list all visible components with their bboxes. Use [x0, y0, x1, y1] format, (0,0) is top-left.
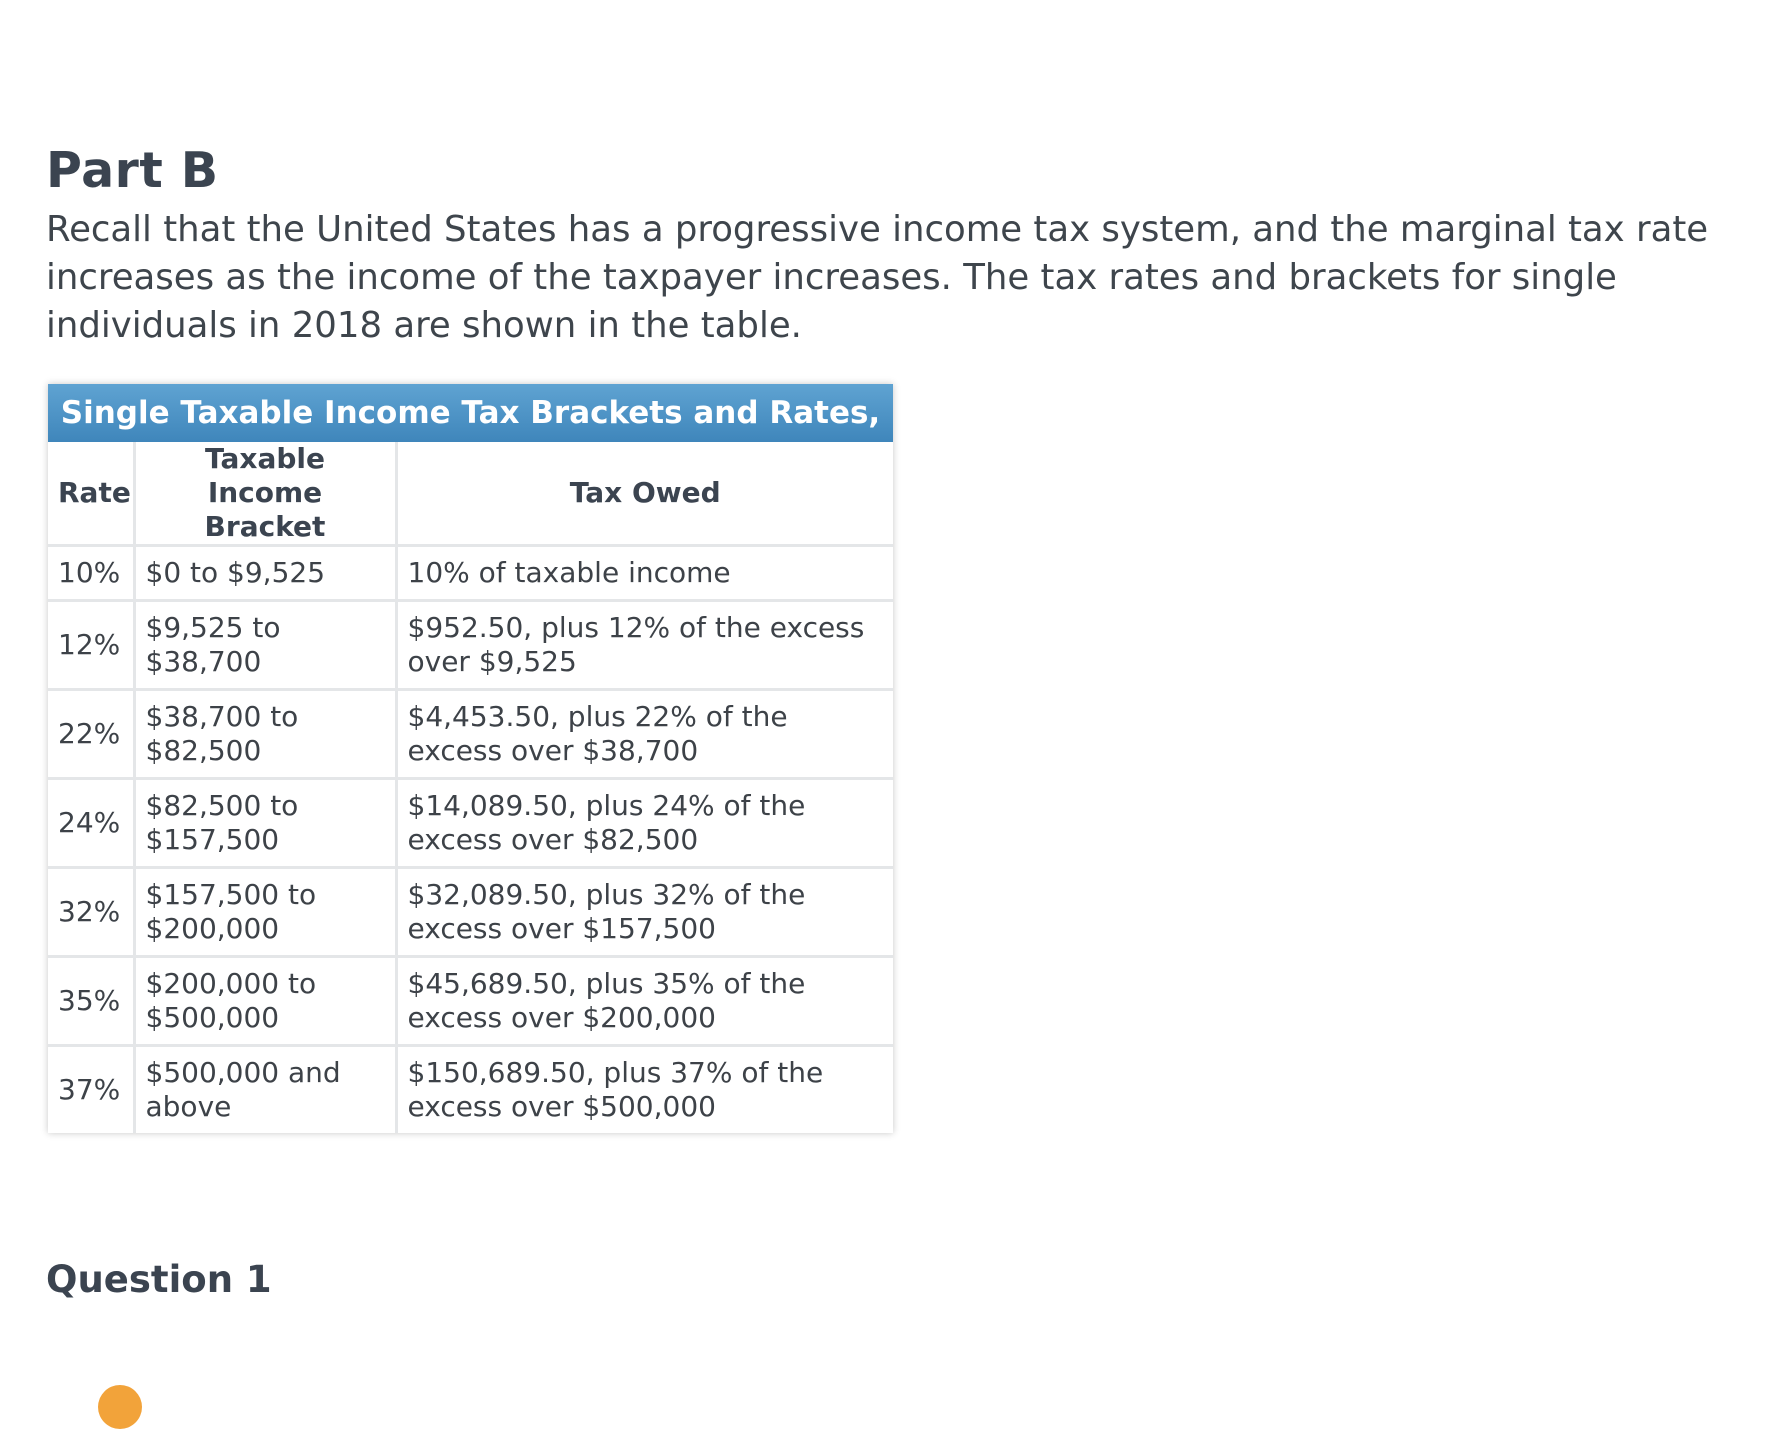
cell-rate: 22% [48, 690, 134, 779]
question-title: Question 1 [46, 1258, 272, 1301]
table-row [48, 601, 893, 690]
cell-bracket: $200,000 to $500,000 [134, 957, 396, 1046]
table-caption: Single Taxable Income Tax Brackets and Rates, 2018 [48, 384, 893, 442]
cell-bracket: $9,525 to $38,700 [134, 601, 396, 690]
cell-tax-owed: $150,689.50, plus 37% of the excess over $500,000 [396, 1046, 893, 1134]
table-row [48, 546, 893, 601]
table-row [48, 957, 893, 1046]
cell-bracket: $0 to $9,525 [134, 546, 396, 601]
cell-tax-owed: $14,089.50, plus 24% of the excess over $82,500 [396, 779, 893, 868]
header-rate: Rate [48, 442, 134, 546]
table-row [48, 690, 893, 779]
cell-bracket: $82,500 to $157,500 [134, 779, 396, 868]
header-tax-owed: Tax Owed [396, 442, 893, 546]
cell-bracket: $38,700 to $82,500 [134, 690, 396, 779]
cell-rate: 24% [48, 779, 134, 868]
intro-paragraph: Recall that the United States has a progressive income tax system, and the marginal tax rate increases as the income of the taxpayer increases. The tax rates and brackets for single individuals in 2018 are shown in the table. [46, 209, 1709, 346]
cell-bracket: $500,000 and above [134, 1046, 396, 1134]
cell-rate: 12% [48, 601, 134, 690]
tax-bracket-table [48, 384, 893, 1133]
header-bracket: Taxable Income Bracket [134, 442, 396, 546]
cell-tax-owed: $32,089.50, plus 32% of the excess over $157,500 [396, 868, 893, 957]
cell-rate: 10% [48, 546, 134, 601]
cell-tax-owed: $45,689.50, plus 35% of the excess over $200,000 [396, 957, 893, 1046]
table-row [48, 779, 893, 868]
cell-bracket: $157,500 to $200,000 [134, 868, 396, 957]
table-row [48, 868, 893, 957]
orange-circle-icon [98, 1385, 142, 1429]
tax-bracket-table-container [48, 384, 893, 1133]
cell-tax-owed: $952.50, plus 12% of the excess over $9,525 [396, 601, 893, 690]
cell-tax-owed: $4,453.50, plus 22% of the excess over $38,700 [396, 690, 893, 779]
part-title: Part B [46, 142, 219, 199]
cell-rate: 32% [48, 868, 134, 957]
cell-tax-owed: 10% of taxable income [396, 546, 893, 601]
table-row [48, 1046, 893, 1134]
cell-rate: 35% [48, 957, 134, 1046]
cell-rate: 37% [48, 1046, 134, 1134]
